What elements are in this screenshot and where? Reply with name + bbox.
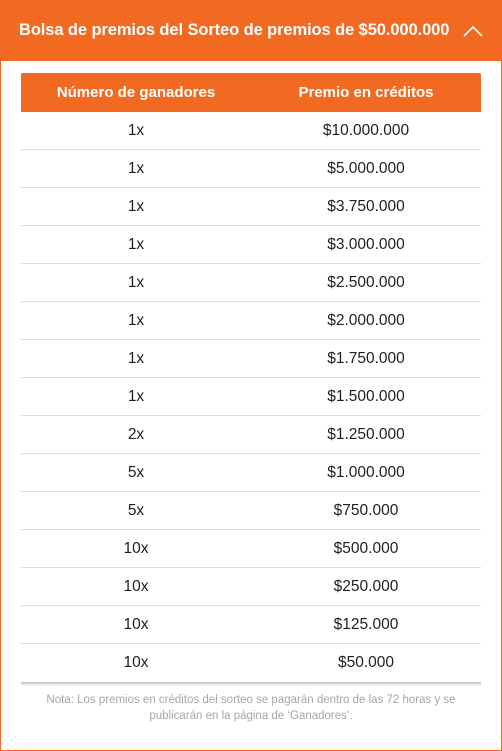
winners-count: 1x [21, 302, 251, 340]
prize-amount: $50.000 [337, 653, 395, 671]
prize-amount: $500.000 [251, 530, 481, 568]
table-row [21, 416, 481, 454]
table-header-row [21, 73, 481, 112]
table-row [21, 264, 481, 302]
winners-count: 5x [21, 492, 251, 530]
prize-amount: $125.000 [251, 606, 481, 644]
table-row [21, 302, 481, 340]
winners-count: 1x [21, 264, 251, 302]
table-row [21, 606, 481, 644]
prize-amount: $5.000.000 [251, 150, 481, 188]
chevron-up-icon[interactable] [463, 21, 483, 41]
winners-count: 5x [21, 454, 251, 492]
prize-table [21, 73, 481, 681]
winners-count: 10x [21, 606, 251, 644]
table-row [21, 226, 481, 264]
table-row [21, 150, 481, 188]
table-row [21, 568, 481, 606]
prize-amount: $1.250.000 [251, 416, 481, 454]
winners-count: 10x [21, 568, 251, 606]
footnote: Nota: Los premios en créditos del sorteo se pagarán dentro de las 72 horas y se publicarán en la página de ‘Ganadores’. [46, 694, 456, 722]
table-row [21, 644, 481, 682]
prize-amount: $10.000.000 [251, 112, 481, 150]
column-header-prize: Premio en créditos [251, 73, 481, 112]
prize-amount: $3.750.000 [251, 188, 481, 226]
prize-amount: $1.500.000 [251, 378, 481, 416]
winners-count: 1x [21, 188, 251, 226]
winners-count: 10x [21, 530, 251, 568]
winners-count: 1x [21, 226, 251, 264]
table-row [21, 112, 481, 150]
table-row [21, 454, 481, 492]
winners-count: 1x [21, 150, 251, 188]
prize-amount: $250.000 [251, 568, 481, 606]
panel-title: Bolsa de premios del Sorteo de premios de $50.000.000 [19, 21, 450, 39]
table-row [21, 188, 481, 226]
prize-amount: $2.500.000 [251, 264, 481, 302]
winners-count: 1x [21, 378, 251, 416]
prize-amount: $2.000.000 [251, 302, 481, 340]
prize-amount: $750.000 [251, 492, 481, 530]
winners-count: 1x [21, 112, 251, 150]
winners-count: 1x [21, 340, 251, 378]
panel-header[interactable] [1, 1, 501, 61]
scroll-shadow-divider [21, 682, 481, 686]
prize-amount: $1.750.000 [251, 340, 481, 378]
prize-amount: $3.000.000 [251, 226, 481, 264]
table-row [21, 492, 481, 530]
table-row [21, 530, 481, 568]
table-row [21, 340, 481, 378]
prize-table-container [21, 73, 481, 681]
winners-count: 10x [123, 653, 149, 671]
winners-count: 2x [21, 416, 251, 454]
column-header-winners: Número de ganadores [21, 73, 251, 112]
prize-amount: $1.000.000 [251, 454, 481, 492]
table-row [21, 378, 481, 416]
